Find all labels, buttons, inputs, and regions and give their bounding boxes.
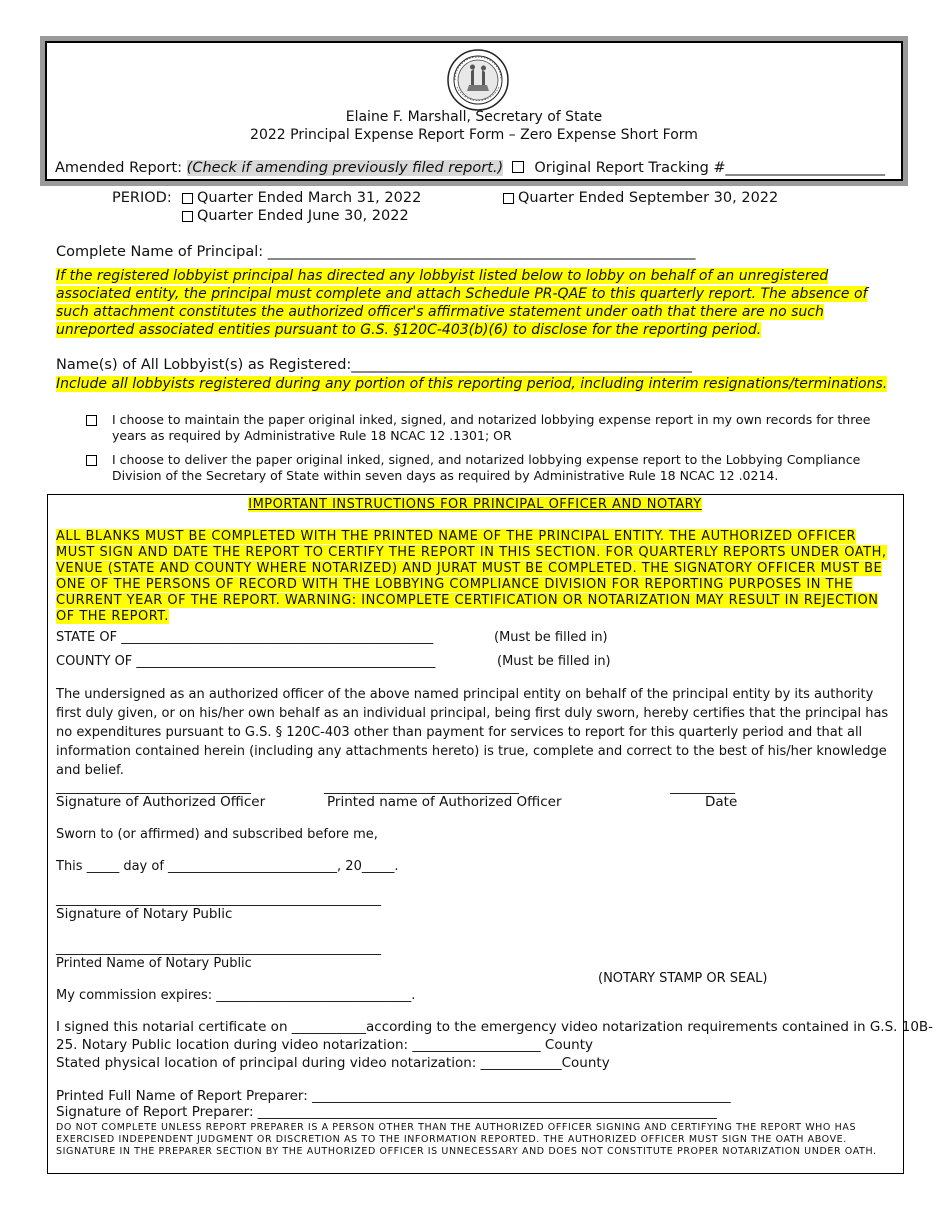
certification-text: The undersigned as an authorized officer of the above named principal entity on behalf of the principal entity by its authority first duly given, or on his/her own behalf as an individual principal, being first duly sworn, hereby certifies that the principal has no expenditures pursuant to G.S. § 120C-403 other than payment for services to report for this quarterly period and that all information contained herein (including any attachments hereto) is true, complete and correct to the best of his/her knowledge and belief. (56, 687, 889, 778)
lobbyists-note-text: Include all lobbyists registered during any portion of this reporting period, including interim resignations/terminations. (56, 376, 888, 392)
notary-stamp-label: (NOTARY STAMP OR SEAL) (598, 971, 768, 986)
officer-signature-line[interactable]: ______________________________ (56, 780, 251, 795)
option-maintain-text: I choose to maintain the paper original inked, signed, and notarized lobbying expense report in my own records for three years as required by Administrative Rule 18 NCAC 12 .1301; OR (112, 412, 871, 443)
video-notarization-line1[interactable]: I signed this notarial certificate on ___________according to the emergency video notarization requirements contained in G.S. 10B- (56, 1019, 934, 1035)
county-field[interactable]: COUNTY OF ______________________________________________ (56, 654, 436, 669)
lobbyists-note (56, 375, 901, 393)
video-notarization-line3[interactable]: Stated physical location of principal during video notarization: ____________County (56, 1055, 610, 1071)
secretary-name: Elaine F. Marshall, Secretary of State (345, 109, 603, 125)
option-deliver[interactable] (86, 452, 896, 484)
option-deliver-text: I choose to deliver the paper original inked, signed, and notarized lobbying expense report to the Lobbying Compliance Division of the Secretary of State within seven days as required by Administrative Rule 18 NCAC 12 .0214. (112, 452, 861, 483)
lobbyists-field[interactable]: Name(s) of All Lobbyist(s) as Registered:_______________________________________________ (56, 357, 693, 373)
q2-checkbox[interactable] (182, 211, 193, 222)
q2-label: Quarter Ended June 30, 2022 (197, 208, 409, 224)
principal-name-field[interactable]: Complete Name of Principal: ___________________________________________________________ (56, 244, 696, 260)
officer-printed-line[interactable]: ______________________________ (324, 780, 519, 795)
notary-signature-label: Signature of Notary Public (56, 906, 233, 922)
day-field[interactable]: This _____ day of __________________________, 20_____. (56, 859, 399, 874)
principal-note-text: If the registered lobbyist principal has directed any lobbyist listed below to lobby on behalf of an unregistered associated entity, the principal must complete and attach Schedule PR-QAE to this quarterly report. The absence of such attachment constitutes the authorized officer's affirmative statement under oath that there are no such unreported associated entities pursuant to G.S. §120C-403(b)(6) to disclose for the reporting period. (56, 268, 868, 338)
option-deliver-checkbox[interactable] (86, 455, 97, 466)
form-title: 2022 Principal Expense Report Form – Zero Expense Short Form (250, 127, 698, 143)
amended-label: Amended Report: (55, 160, 183, 176)
date-line[interactable]: __________ (670, 780, 735, 795)
notary-name-label: Printed Name of Notary Public (56, 956, 252, 971)
instructions-body (56, 529, 891, 625)
tracking-label: Original Report Tracking #______________________ (534, 160, 886, 176)
officer-printed-label: Printed name of Authorized Officer (327, 794, 562, 810)
state-note: (Must be filled in) (494, 630, 608, 645)
instructions-title (0, 497, 950, 513)
preparer-name-field[interactable]: Printed Full Name of Report Preparer: ______________________________________________________________ (56, 1088, 731, 1104)
period-label: PERIOD: (112, 190, 172, 206)
commission-field[interactable]: My commission expires: ______________________________. (56, 988, 416, 1003)
q3-label: Quarter Ended September 30, 2022 (518, 190, 779, 206)
amended-note: (Check if amending previously filed report.) (186, 160, 504, 176)
option-maintain-checkbox[interactable] (86, 415, 97, 426)
option-maintain[interactable] (86, 412, 896, 444)
amended-checkbox[interactable] (512, 161, 524, 173)
q3-checkbox[interactable] (503, 193, 514, 204)
instructions-body-text: ALL BLANKS MUST BE COMPLETED WITH THE PRINTED NAME OF THE PRINCIPAL ENTITY. THE AUTHORIZED OFFICER MUST SIGN AND DATE THE REPORT TO CERTIFY THE REPORT IN THIS SECTION. FOR QUARTERLY REPORTS UNDER OATH, VENUE (STATE AND COUNTY WHERE NOTARIZED) AND JURAT MUST BE COMPLETED. THE SIGNATORY OFFICER MUST BE ONE OF THE PERSONS OF RECORD WITH THE LOBBYING COMPLIANCE DIVISION FOR REPORTING PURPOSES IN THE CURRENT YEAR OF THE REPORT. WARNING: INCOMPLETE CERTIFICATION OR NOTARIZATION MAY RESULT IN REJECTION OF THE REPORT. (56, 529, 887, 624)
preparer-signature-field[interactable]: Signature of Report Preparer: ____________________________________________________________________ (56, 1104, 717, 1120)
preparer-disclaimer: DO NOT COMPLETE UNLESS REPORT PREPARER IS A PERSON OTHER THAN THE AUTHORIZED OFFICER SIGNING AND CERTIFYING THE REPORT WHO HAS EXERCISED INDEPENDENT JUDGMENT OR DISCRETION AS TO THE INFORMATION REPORTED. THE AUTHORIZED OFFICER MUST SIGN THE OATH ABOVE. SIGNATURE IN THE PREPARER SECTION BY THE AUTHORIZED OFFICER IS UNNECESSARY AND DOES NOT CONSTITUTE PROPER NOTARIZATION UNDER OATH. (56, 1122, 877, 1157)
county-note: (Must be filled in) (497, 654, 611, 669)
q1-checkbox[interactable] (182, 193, 193, 204)
notary-name-line[interactable]: __________________________________________________ (56, 941, 381, 956)
date-label: Date (705, 794, 738, 810)
instructions-title-text: IMPORTANT INSTRUCTIONS FOR PRINCIPAL OFFICER AND NOTARY (248, 497, 702, 512)
header-panel (45, 41, 903, 181)
q1-label: Quarter Ended March 31, 2022 (197, 190, 422, 206)
officer-signature-label: Signature of Authorized Officer (56, 794, 266, 810)
amended-row (55, 160, 885, 176)
sworn-text: Sworn to (or affirmed) and subscribed before me, (56, 827, 378, 842)
principal-note (56, 267, 901, 339)
header-frame (40, 36, 908, 186)
state-field[interactable]: STATE OF ________________________________________________ (56, 630, 434, 645)
period-q3[interactable] (503, 190, 778, 206)
period-q2[interactable] (182, 208, 409, 224)
period-q1[interactable] (182, 190, 421, 206)
notary-signature-line[interactable]: __________________________________________________ (56, 892, 381, 907)
video-notarization-line2[interactable]: 25. Notary Public location during video notarization: ___________________ County (56, 1037, 593, 1053)
state-seal-icon (447, 49, 509, 111)
